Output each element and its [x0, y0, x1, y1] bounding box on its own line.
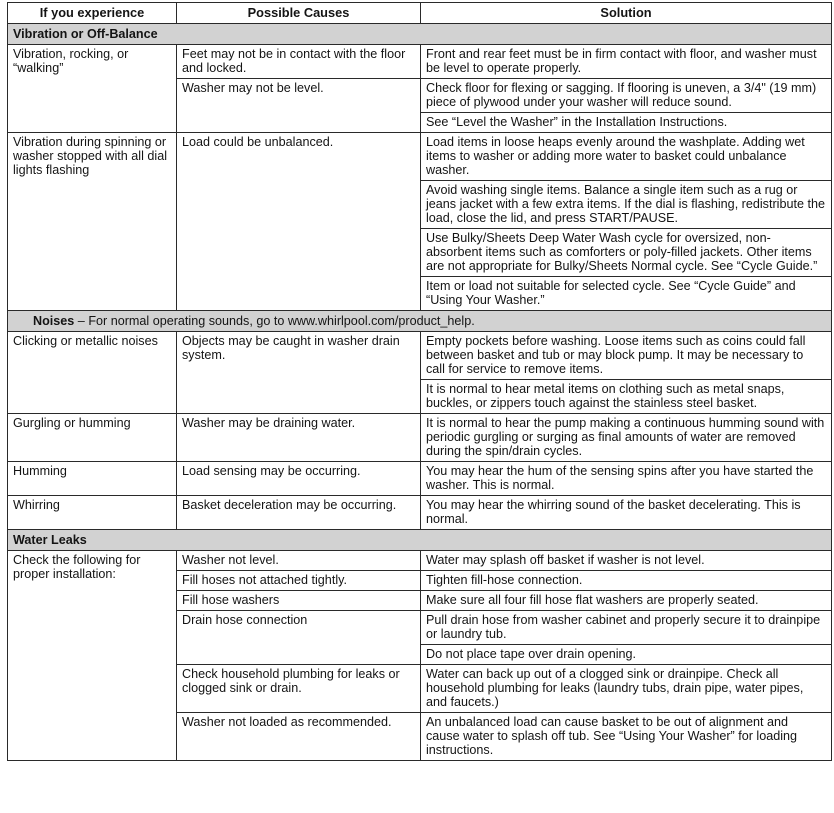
cause-cell: Drain hose connection: [177, 611, 421, 665]
section-leaks-header: [8, 530, 832, 551]
section-title: Vibration or Off-Balance: [8, 24, 832, 45]
header-experience: If you experience: [8, 3, 177, 24]
cause-cell: Load sensing may be occurring.: [177, 462, 421, 496]
solution-cell: See “Level the Washer” in the Installation Instructions.: [421, 113, 832, 133]
solution-cell: Front and rear feet must be in firm contact with floor, and washer must be level to operate properly.: [421, 45, 832, 79]
cause-cell: Check household plumbing for leaks or clogged sink or drain.: [177, 665, 421, 713]
table-row: [8, 462, 832, 496]
solution-cell: Water may splash off basket if washer is not level.: [421, 551, 832, 571]
troubleshooting-table-wrapper: [7, 2, 831, 761]
table-row: [8, 496, 832, 530]
experience-cell: Humming: [8, 462, 177, 496]
solution-cell: You may hear the hum of the sensing spins after you have started the washer. This is normal.: [421, 462, 832, 496]
solution-cell: An unbalanced load can cause basket to be out of alignment and cause water to splash off tub. See “Using Your Washer” for loading instructions.: [421, 713, 832, 761]
solution-cell: Load items in loose heaps evenly around the washplate. Adding wet items to washer or adding more water to basket could unbalance washer.: [421, 133, 832, 181]
solution-cell: It is normal to hear the pump making a continuous humming sound with periodic gurgling or surging as final amounts of water are removed during the spin/drain cycles.: [421, 414, 832, 462]
experience-cell: Gurgling or humming: [8, 414, 177, 462]
cause-cell: Washer not level.: [177, 551, 421, 571]
cause-cell: Fill hose washers: [177, 591, 421, 611]
cause-cell: Feet may not be in contact with the floor and locked.: [177, 45, 421, 79]
table-row: [8, 45, 832, 79]
table-row: [8, 133, 832, 181]
solution-cell: Water can back up out of a clogged sink or drainpipe. Check all household plumbing for leaks (laundry tubs, drain pipe, water pipes, and faucets.): [421, 665, 832, 713]
experience-cell: Whirring: [8, 496, 177, 530]
experience-cell: Vibration during spinning or washer stopped with all dial lights flashing: [8, 133, 177, 311]
cause-cell: Washer not loaded as recommended.: [177, 713, 421, 761]
section-title: Noises: [33, 314, 75, 328]
header-row: [8, 3, 832, 24]
solution-cell: Do not place tape over drain opening.: [421, 645, 832, 665]
cause-cell: Fill hoses not attached tightly.: [177, 571, 421, 591]
solution-cell: Item or load not suitable for selected cycle. See “Cycle Guide” and “Using Your Washer.”: [421, 277, 832, 311]
section-subtitle: – For normal operating sounds, go to www.whirlpool.com/product_help.: [74, 314, 475, 328]
cause-cell: Washer may not be level.: [177, 79, 421, 133]
cause-cell: Load could be unbalanced.: [177, 133, 421, 311]
table-row: [8, 332, 832, 380]
solution-cell: Pull drain hose from washer cabinet and properly secure it to drainpipe or laundry tub.: [421, 611, 832, 645]
section-noises-header: [8, 311, 832, 332]
solution-cell: You may hear the whirring sound of the basket decelerating. This is normal.: [421, 496, 832, 530]
table-row: [8, 551, 832, 571]
troubleshooting-table: [7, 2, 832, 761]
experience-cell: Clicking or metallic noises: [8, 332, 177, 414]
experience-cell: Vibration, rocking, or “walking”: [8, 45, 177, 133]
solution-cell: Use Bulky/Sheets Deep Water Wash cycle for oversized, non-absorbent items such as comforters or poly-filled jackets. Other items are not appropriate for Bulky/Sheets Normal cycle. See “Cycle Guide.”: [421, 229, 832, 277]
section-title: Water Leaks: [8, 530, 832, 551]
solution-cell: Tighten fill-hose connection.: [421, 571, 832, 591]
solution-cell: Make sure all four fill hose flat washers are properly seated.: [421, 591, 832, 611]
solution-cell: It is normal to hear metal items on clothing such as metal snaps, buckles, or zippers touch against the stainless steel basket.: [421, 380, 832, 414]
solution-cell: Check floor for flexing or sagging. If flooring is uneven, a 3/4" (19 mm) piece of plywood under your washer will reduce sound.: [421, 79, 832, 113]
section-vibration-header: [8, 24, 832, 45]
solution-cell: Avoid washing single items. Balance a single item such as a rug or jeans jacket with a few extra items. If the dial is flashing, redistribute the load, close the lid, and press START/PAUSE.: [421, 181, 832, 229]
cause-cell: Objects may be caught in washer drain system.: [177, 332, 421, 414]
cause-cell: Basket deceleration may be occurring.: [177, 496, 421, 530]
table-row: [8, 414, 832, 462]
header-solution: Solution: [421, 3, 832, 24]
experience-cell: Check the following for proper installation:: [8, 551, 177, 761]
header-causes: Possible Causes: [177, 3, 421, 24]
cause-cell: Washer may be draining water.: [177, 414, 421, 462]
solution-cell: Empty pockets before washing. Loose items such as coins could fall between basket and tub or may block pump. It may be necessary to call for service to remove items.: [421, 332, 832, 380]
